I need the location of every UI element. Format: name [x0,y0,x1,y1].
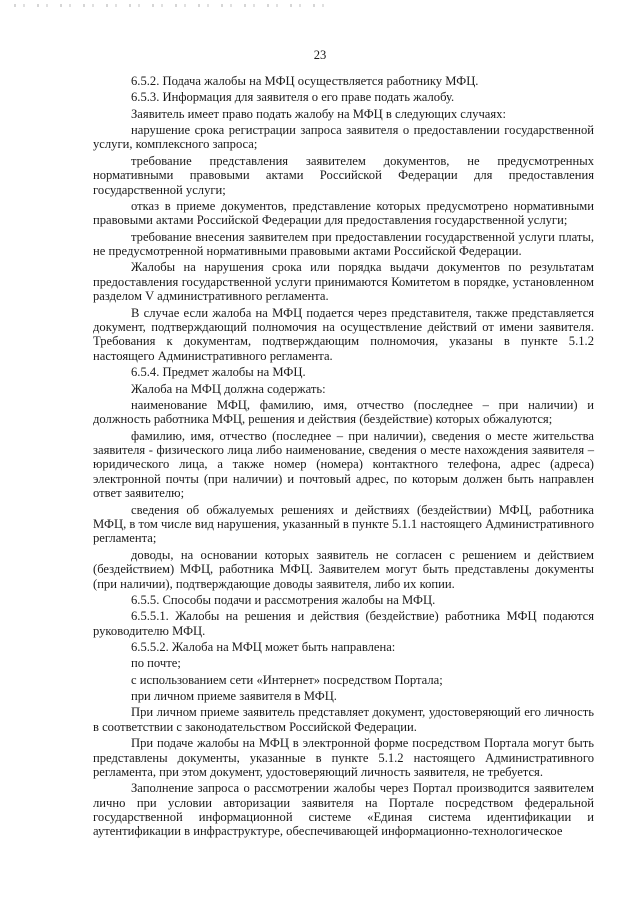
paragraph: Заполнение запроса о рассмотрении жалобы через Портал производится заявителем лично при условии авторизации заявителя на Портале посредством федеральной государственной информационной системе «Единая система идентификации и аутентификации в инфраструктуре, обеспечивающей информационно-технологическое [93,781,594,839]
paragraph: 6.5.2. Подача жалобы на МФЦ осуществляется работнику МФЦ. [131,74,479,88]
list-item: отказ в приеме документов, представление которых предусмотрено нормативными правовыми актами Российской Федерации для предоставления государственной услуги; [93,198,594,228]
paragraph: Жалоба на МФЦ должна содержать: [131,381,326,396]
list-item: требование внесения заявителем при предоставлении государственной услуги платы, не предусмотренной нормативными правовыми актами Российской Федерации. [93,229,594,259]
paragraph: 6.5.5.2. Жалоба на МФЦ может быть направлена: [131,639,396,654]
paragraph: При личном приеме заявитель представляет документ, удостоверяющий его личность в соответствии с законодательством Российской Федерации. [93,705,594,734]
list-item: с использованием сети «Интернет» посредством Портала; [131,672,443,687]
document-body [93,74,594,841]
list-item: при личном приеме заявителя в МФЦ. [131,689,337,703]
scan-artifact [14,4,334,7]
list-item: нарушение срока регистрации запроса заявителя о предоставлении государственной услуги, комплексного запроса; [93,123,594,152]
list-item: фамилию, имя, отчество (последнее – при наличии), сведения о месте жительства заявителя - физического лица либо наименование, сведения о месте нахождения заявителя – юридического лица, а также номер (номера) контактного телефона, адрес (адреса) электронной почты (при наличии) и почтовый адрес, по которым должен быть направлен ответ заявителю; [93,428,594,501]
section-heading: 6.5.5. Способы подачи и рассмотрения жалобы на МФЦ. [131,592,436,607]
page-number: 23 [313,48,327,62]
paragraph: Жалобы на нарушения срока или порядка выдачи документов по результатам предоставления государственной услуги принимаются Комитетом в порядке, установленном разделом V административного регламента. [93,260,594,304]
list-item: доводы, на основании которых заявитель не согласен с решением и действием (бездействием) МФЦ, работника МФЦ. Заявителем могут быть представлены документы (при наличии), подтверждающие доводы заявителя, либо их копии. [93,547,594,591]
list-item: требование представления заявителем документов, не предусмотренных нормативными правовыми актами Российской Федерации для предоставления государственной услуги; [93,153,594,197]
list-item: сведения об обжалуемых решениях и действиях (бездействии) МФЦ, работника МФЦ, в том числе вид нарушения, указанный в пункте 5.1.1 настоящего Административного регламента; [93,502,594,546]
section-heading: 6.5.4. Предмет жалобы на МФЦ. [131,365,306,380]
paragraph: При подаче жалобы на МФЦ в электронной форме посредством Портала могут быть представлены документы, указанные в пункте 5.1.2 настоящего Административного регламента, при этом документ, удостоверяющий личность заявителя, не требуется. [93,736,594,779]
paragraph: В случае если жалоба на МФЦ подается через представителя, также представляется документ, подтверждающий полномочия на осуществление действий от имени заявителя. Требования к документам, подтверждающим полномочия, указаны в пункте 5.1.2 настоящего Административного регламента. [93,305,594,363]
paragraph: Заявитель имеет право подать жалобу на МФЦ в следующих случаях: [131,106,506,121]
list-item: наименование МФЦ, фамилию, имя, отчество (последнее – при наличии) и должность работника МФЦ, решения и действия (бездействие) которых обжалуются; [93,397,594,427]
paragraph: 6.5.5.1. Жалобы на решения и действия (бездействие) работника МФЦ подаются руководителю МФЦ. [93,609,594,638]
paragraph: 6.5.3. Информация для заявителя о его праве подать жалобу. [131,90,455,105]
list-item: по почте; [131,656,181,671]
